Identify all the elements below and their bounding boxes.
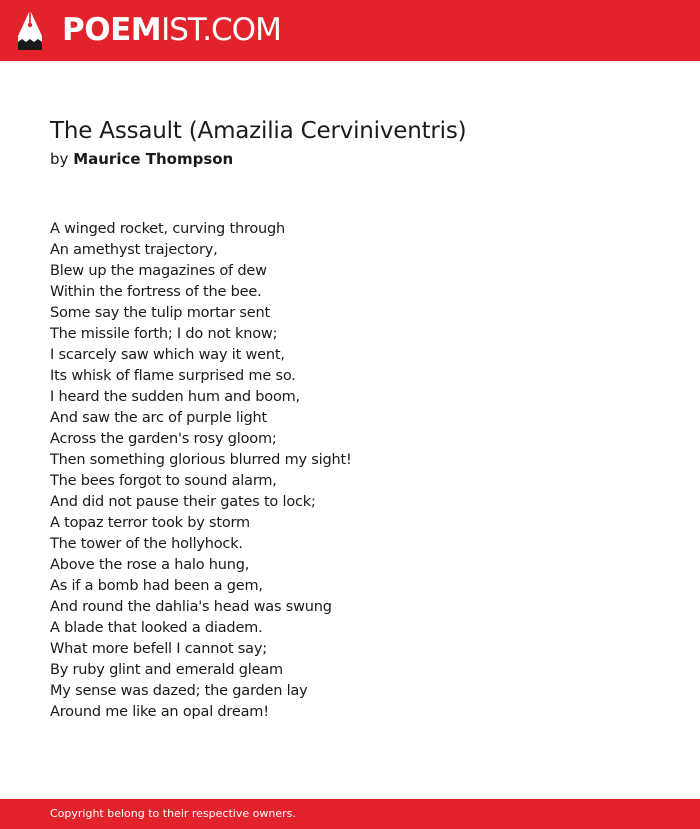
- site-logo[interactable]: [62, 12, 281, 48]
- site-footer: [0, 799, 700, 829]
- poem-line: What more befell I cannot say;: [50, 641, 267, 657]
- poem-line: A blade that looked a diadem.: [50, 620, 263, 636]
- poem-line: I heard the sudden hum and boom,: [50, 389, 300, 405]
- poem-line: And did not pause their gates to lock;: [50, 494, 316, 510]
- poem-line: A winged rocket, curving through: [50, 221, 286, 237]
- poem-line: And saw the arc of purple light: [50, 410, 267, 426]
- poem-line: Its whisk of flame surprised me so.: [50, 368, 296, 384]
- logo-text-light: IST.COM: [161, 12, 281, 48]
- poem-line: The missile forth; I do not know;: [50, 326, 278, 342]
- poem-line: The bees forgot to sound alarm,: [50, 473, 277, 489]
- poem-title: The Assault (Amazilia Cerviniventris): [50, 118, 467, 144]
- byline: [50, 148, 233, 170]
- poem-line: Across the garden's rosy gloom;: [50, 431, 277, 447]
- poem-body: [50, 219, 352, 723]
- poem-line: An amethyst trajectory,: [50, 242, 218, 258]
- poem-line: A topaz terror took by storm: [50, 515, 250, 531]
- author-name: Maurice Thompson: [73, 150, 234, 168]
- site-header: [0, 0, 700, 61]
- poem-line: Blew up the magazines of dew: [50, 263, 267, 279]
- poem-line: And round the dahlia's head was swung: [50, 599, 332, 615]
- poem-line: Above the rose a halo hung,: [50, 557, 250, 573]
- poem-line: By ruby glint and emerald gleam: [50, 662, 283, 678]
- poem-line: Within the fortress of the bee.: [50, 284, 262, 300]
- poem-line: As if a bomb had been a gem,: [50, 578, 263, 594]
- poem-line: I scarcely saw which way it went,: [50, 347, 285, 363]
- copyright-text: Copyright belong to their respective owners.: [50, 807, 296, 820]
- poem-line: The tower of the hollyhock.: [50, 536, 243, 552]
- pen-nib-icon: [17, 9, 43, 51]
- logo-text-bold: POEM: [62, 12, 162, 48]
- poem-line: Then something glorious blurred my sight!: [50, 452, 352, 468]
- poem-line: My sense was dazed; the garden lay: [50, 683, 308, 699]
- by-label: by: [50, 150, 69, 168]
- poem-line: Around me like an opal dream!: [50, 704, 269, 720]
- poem-line: Some say the tulip mortar sent: [50, 305, 270, 321]
